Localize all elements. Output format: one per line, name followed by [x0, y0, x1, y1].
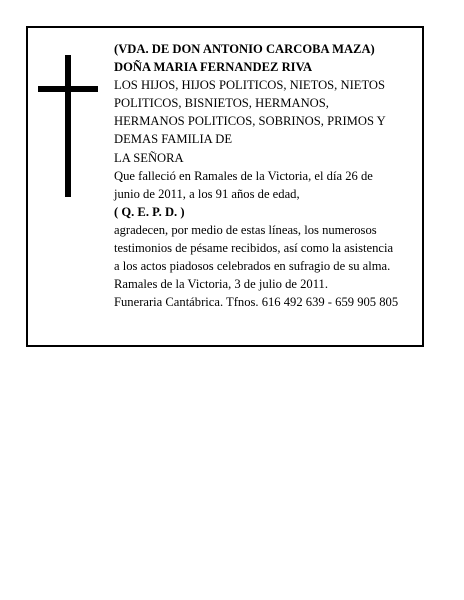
obituary-text: [114, 40, 424, 311]
death-line: junio de 2011, a los 91 años de edad,: [114, 186, 300, 201]
family-line: LA SEÑORA: [114, 150, 184, 165]
place-date-line: Ramales de la Victoria, 3 de julio de 2011.: [114, 277, 328, 292]
deceased-name: DOÑA MARIA FERNANDEZ RIVA: [114, 60, 313, 75]
cross-horizontal-bar: [38, 86, 98, 92]
thanks-line: a los actos piadosos celebrados en sufragio de su alma.: [114, 259, 391, 274]
funeral-home-line: Funeraria Cantábrica. Tfnos. 616 492 639 - 659 905 805: [114, 295, 399, 310]
obituary-notice-frame: [26, 26, 424, 347]
rip-line: ( Q. E. P. D. ): [114, 204, 185, 219]
death-line: Que falleció en Ramales de la Victoria, el día 26 de: [114, 168, 373, 183]
cross-vertical-bar: [65, 55, 71, 197]
widow-line: (VDA. DE DON ANTONIO CARCOBA MAZA): [114, 42, 375, 56]
family-line: POLITICOS, BISNIETOS, HERMANOS,: [114, 96, 329, 111]
family-line: DEMAS FAMILIA DE: [114, 132, 233, 147]
thanks-line: agradecen, por medio de estas líneas, los numerosos: [114, 222, 377, 237]
family-line: HERMANOS POLITICOS, SOBRINOS, PRIMOS Y: [114, 114, 386, 129]
family-line: LOS HIJOS, HIJOS POLITICOS, NIETOS, NIETOS: [114, 78, 386, 93]
thanks-line: testimonios de pésame recibidos, así como la asistencia: [114, 241, 394, 256]
latin-cross-icon: [38, 55, 98, 197]
